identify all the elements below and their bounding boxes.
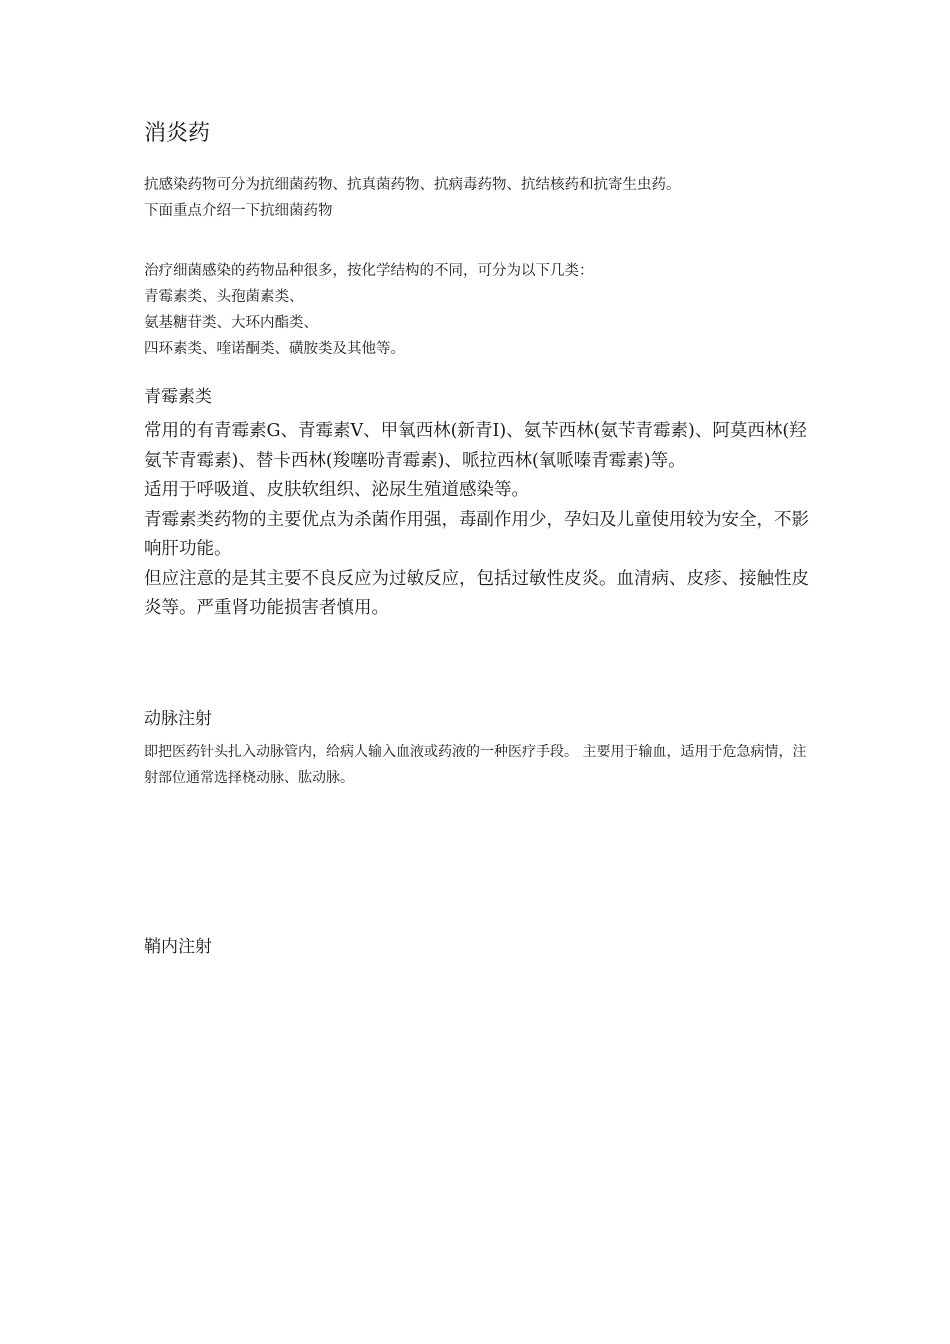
section-heading-intrathecal: 鞘内注射 [144,937,212,957]
penicillin-paragraph: 青霉素类药物的主要优点为杀菌作用强，毒副作用少，孕妇及儿童使用较为安全，不影响肝功能。 [144,509,809,559]
penicillin-paragraph: 适用于呼吸道、皮肤软组织、泌尿生殖道感染等。 [144,480,529,500]
intro-line: 抗感染药物可分为抗细菌药物、抗真菌药物、抗病毒药物、抗结核药和抗寄生虫药。 [144,177,681,193]
category-list [144,258,812,362]
category-item: 四环素类、喹诺酮类、磺胺类及其他等。 [144,341,405,357]
penicillin-section [144,417,812,624]
category-lead: 治疗细菌感染的药物品种很多，按化学结构的不同，可分为以下几类： [144,263,594,279]
category-item: 氨基糖苷类、大环内酯类、 [144,315,318,331]
penicillin-paragraph: 常用的有青霉素G、青霉素V、甲氧西林(新青I)、氨苄西林(氨苄青霉素)、阿莫西林(羟氨苄青霉素)、替卡西林(羧噻吩青霉素)、哌拉西林(氧哌嗪青霉素)等。 [144,421,807,471]
section-heading-penicillin: 青霉素类 [144,387,212,407]
arterial-paragraph: 即把医药针头扎入动脉管内，给病人输入血液或药液的一种医疗手段。 主要用于输血，适用于危急病情，注射部位通常选择桡动脉、肱动脉。 [144,744,807,786]
page-title: 消炎药 [144,121,211,146]
intro-line: 下面重点介绍一下抗细菌药物 [144,203,333,219]
intro-paragraph [144,172,812,224]
arterial-section [144,739,812,791]
category-item: 青霉素类、头孢菌素类、 [144,289,304,305]
section-heading-arterial: 动脉注射 [144,709,212,729]
penicillin-paragraph: 但应注意的是其主要不良反应为过敏反应，包括过敏性皮炎。血清病、皮疹、接触性皮炎等。严重肾功能损害者慎用。 [144,568,809,618]
